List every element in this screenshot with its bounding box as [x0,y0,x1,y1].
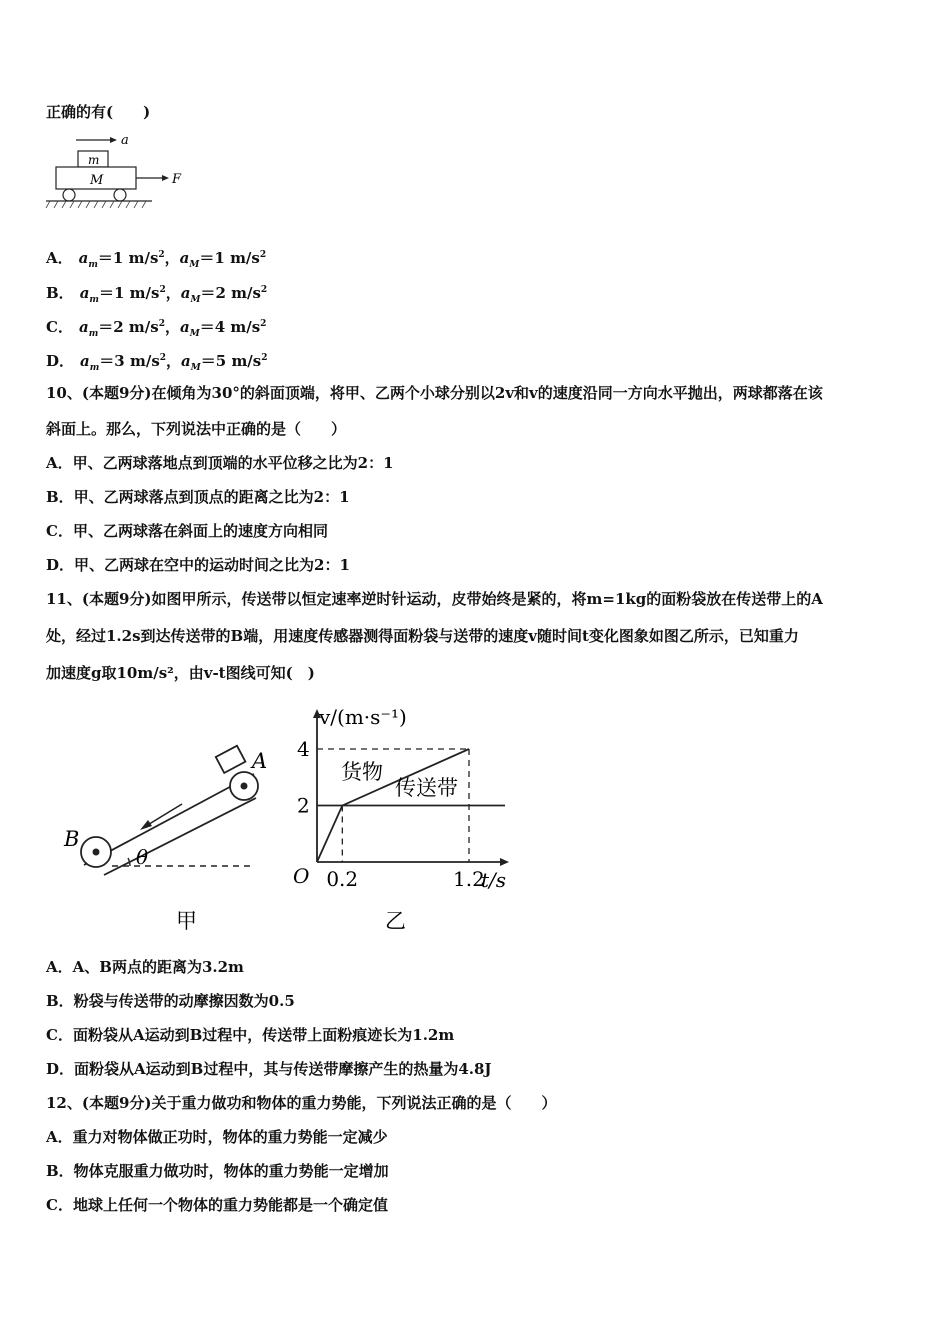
q12-option-a: A．重力对物体做正功时，物体的重力势能一定减少 [46,1128,388,1146]
q11-line1: 11、(本题9分)如图甲所示，传送带以恒定速率逆时针运动，皮带始终是紧的，将m=1kg的面粉袋放在传送带上的A [46,590,823,608]
q10-option-d: D．甲、乙两球在空中的运动时间之比为2：1 [46,556,350,574]
vt-chart [285,700,525,940]
wheel-right [114,189,126,201]
q10-option-c: C．甲、乙两球落在斜面上的速度方向相同 [46,522,328,540]
chart-xlabel: t/s [481,868,507,892]
block-diagram [44,128,194,212]
label-B: B [64,827,80,851]
label-a: a [121,133,129,148]
q11-option-b: B．粉袋与传送带的动摩擦因数为0.5 [46,992,295,1010]
y-tick-2: 2 [297,793,310,818]
q10-option-a: A．甲、乙两球落地点到顶端的水平位移之比为2：1 [46,454,394,472]
flour-bag [216,746,246,773]
label-theta: θ [136,845,149,869]
q10-option-b: B．甲、乙两球落点到顶点的距离之比为2：1 [46,488,350,506]
x-axis-arrow [500,858,509,866]
caption-yi: 乙 [385,909,406,933]
q11-option-a: A．A、B两点的距离为3.2m [46,958,244,976]
q11-option-c: C．面粉袋从A运动到B过程中，传送带上面粉痕迹长为1.2m [46,1026,455,1044]
q9-option-c: C． $a_m=2$ $m/s^2$，$a_M=4$ $m/s^2$ [46,318,267,339]
q9-option-a: A． $a_m=1$ $m/s^2$，$a_M=1$ $m/s^2$ [46,249,267,270]
q10-line2: 斜面上。那么，下列说法中正确的是（ ） [46,420,347,438]
q12-option-b: B．物体克服重力做功时，物体的重力势能一定增加 [46,1162,389,1180]
label-F: F [172,172,182,187]
q12-option-c: C．地球上任何一个物体的重力势能都是一个确定值 [46,1196,388,1214]
x-tick-1.2: 1.2 [453,867,485,891]
q11-option-d: D．面粉袋从A运动到B过程中，其与传送带摩擦产生的热量为4.8J [46,1060,492,1078]
q10-line1: 10、(本题9分)在倾角为30°的斜面顶端，将甲、乙两个小球分别以2v和v的速度沿同一方向水平抛出，两球都落在该 [46,384,823,402]
belt-bottom [104,798,256,875]
q9-option-d: D． $a_m=3$ $m/s^2$，$a_M=5$ $m/s^2$ [46,352,268,373]
label-m: m [88,153,100,167]
label-goods: 货物 [341,760,383,784]
intro-text: 正确的有( ) [46,103,151,121]
label-A: A [252,749,268,773]
caption-jia: 甲 [176,909,197,933]
q9-option-b: B． $a_m=1$ $m/s^2$，$a_M=2$ $m/s^2$ [46,284,268,305]
q11-line3: 加速度g取10m/s²，由v-t图线可知( ) [46,664,315,682]
chart-origin: O [293,864,310,888]
y-tick-4: 4 [297,737,310,761]
x-tick-0.2: 0.2 [326,867,359,891]
q11-line2: 处，经过1.2s到达传送带的B端，用速度传感器测得面粉袋与送带的速度v随时间t变化图象如图乙所示，已知重力 [46,627,799,645]
conveyor-figure [60,740,280,940]
q12-line1: 12、(本题9分)关于重力做功和物体的重力势能，下列说法正确的是（ ） [46,1094,557,1112]
label-M: M [90,173,104,188]
label-belt: 传送带 [395,776,458,800]
chart-ylabel: v/(m·s⁻¹) [319,705,407,729]
wheel-left [63,189,75,201]
